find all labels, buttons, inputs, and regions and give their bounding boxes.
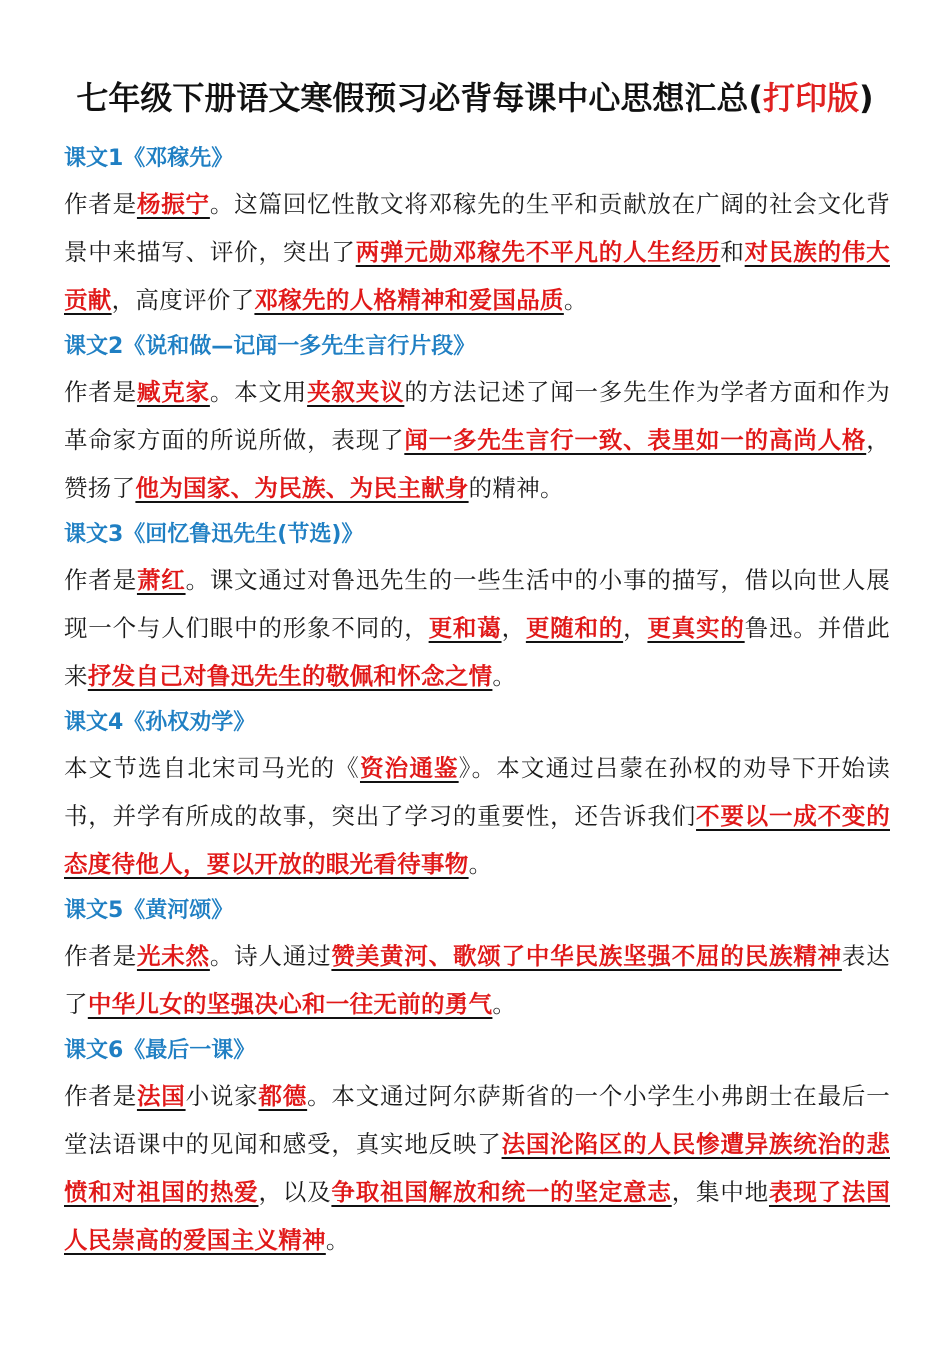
summary-text: 。本文用: [209, 378, 308, 406]
title-main: 七年级下册语文寒假预习必背每课中心思想汇总(: [76, 79, 763, 117]
lesson-section: [64, 326, 890, 512]
summary-text: 。诗人通过: [209, 942, 332, 970]
summary-text: 。: [563, 286, 588, 314]
key-point-highlight: 资治通鉴: [359, 754, 459, 782]
lesson-summary: [64, 932, 890, 1028]
key-point-highlight: 法国: [136, 1082, 186, 1110]
lesson-summary: [64, 1072, 890, 1264]
lesson-summary: [64, 556, 890, 700]
lesson-summary: [64, 744, 890, 888]
summary-text: 小说家: [185, 1082, 259, 1110]
key-point-highlight: 争取祖国解放和统一的坚定意志: [331, 1178, 672, 1206]
key-point-highlight: 更随和的: [525, 614, 624, 642]
lesson-heading: 课文1《邓稼先》: [64, 146, 234, 171]
key-point-highlight: 更真实的: [647, 614, 745, 642]
lessons-list: [64, 138, 890, 1266]
key-point-highlight: 表现了法国人民崇高的爱国主义精神: [64, 1178, 891, 1254]
key-point-highlight: 臧克家: [136, 378, 210, 406]
lesson-heading: 课文4《孙权劝学》: [64, 710, 256, 735]
lesson-section: [64, 514, 890, 700]
lesson-summary: [64, 180, 890, 324]
lesson-heading: 课文5《黄河颂》: [64, 898, 234, 923]
summary-text: 。: [492, 990, 517, 1018]
lesson-heading: 课文2《说和做—记闻一多先生言行片段》: [64, 334, 476, 359]
summary-text: 和: [720, 238, 745, 266]
key-point-highlight: 闻一多先生言行一致、表里如一的高尚人格: [404, 426, 867, 454]
summary-text: ，以及: [258, 1178, 332, 1206]
summary-text: 表达了: [64, 942, 890, 1018]
lesson-summary: [64, 368, 890, 512]
page-title: [0, 76, 950, 120]
key-point-highlight: 两弹元勋邓稼先不平凡的人生经历: [355, 238, 721, 266]
key-point-highlight: 对民族的伟大贡献: [64, 238, 890, 314]
key-point-highlight: 赞美黄河、歌颂了中华民族坚强不屈的民族精神: [331, 942, 842, 970]
summary-text: ，高度评价了: [111, 286, 255, 314]
summary-text: ，: [623, 614, 648, 642]
summary-text: 。: [468, 850, 493, 878]
key-point-highlight: 更和蔼: [428, 614, 502, 642]
key-point-highlight: 都德: [258, 1082, 308, 1110]
key-point-highlight: 邓稼先的人格精神和爱国品质: [254, 286, 564, 314]
summary-text: ，赞扬了: [64, 426, 891, 502]
summary-text: 作者是: [64, 566, 137, 594]
summary-text: 。课文通过对鲁迅先生的一些生活中的小事的描写，借以向世人展现一个与人们眼中的形象不同的，: [64, 566, 890, 642]
lesson-section: [64, 138, 890, 324]
key-point-highlight: 杨振宁: [136, 190, 210, 218]
title-highlight: 打印版: [763, 79, 860, 117]
summary-text: 的精神。: [468, 474, 564, 502]
summary-text: ，: [501, 614, 526, 642]
key-point-highlight: 萧红: [136, 566, 186, 594]
summary-text: 作者是: [64, 1082, 137, 1110]
summary-text: 作者是: [64, 378, 137, 406]
lesson-heading: 课文3《回忆鲁迅先生(节选)》: [64, 522, 364, 547]
summary-text: 。: [325, 1226, 350, 1254]
summary-text: 。: [492, 662, 517, 690]
summary-text: 》。本文通过吕蒙在孙权的劝导下开始读书，并学有所成的故事，突出了学习的重要性，还告诉我们: [64, 754, 891, 830]
key-point-highlight: 抒发自己对鲁迅先生的敬佩和怀念之情: [87, 662, 493, 690]
key-point-highlight: 夹叙夹议: [307, 378, 405, 406]
key-point-highlight: 不要以一成不变的态度待他人，要以开放的眼光看待事物: [64, 802, 890, 878]
key-point-highlight: 他为国家、为民族、为民主献身: [135, 474, 469, 502]
summary-text: 作者是: [64, 190, 137, 218]
summary-text: 作者是: [64, 942, 137, 970]
summary-text: 。本文通过阿尔萨斯省的一个小学生小弗朗士在最后一堂法语课中的见闻和感受，真实地反映了: [64, 1082, 891, 1158]
key-point-highlight: 法国沦陷区的人民惨遭异族统治的悲愤和对祖国的热爱: [64, 1130, 890, 1206]
lesson-section: [64, 702, 890, 888]
key-point-highlight: 中华儿女的坚强决心和一往无前的勇气: [87, 990, 493, 1018]
summary-text: 鲁迅。并借此来: [64, 614, 890, 690]
summary-text: ，集中地: [671, 1178, 769, 1206]
summary-text: 。这篇回忆性散文将邓稼先的生平和贡献放在广阔的社会文化背景中来描写、评价，突出了: [64, 190, 891, 266]
summary-text: 的方法记述了闻一多先生作为学者方面和作为革命家方面的所说所做，表现了: [64, 378, 891, 454]
title-end: ): [859, 79, 874, 117]
summary-text: 本文节选自北宋司马光的《: [64, 754, 360, 782]
lesson-section: [64, 890, 890, 1028]
key-point-highlight: 光未然: [136, 942, 210, 970]
lesson-section: [64, 1030, 890, 1264]
lesson-heading: 课文6《最后一课》: [64, 1038, 256, 1063]
